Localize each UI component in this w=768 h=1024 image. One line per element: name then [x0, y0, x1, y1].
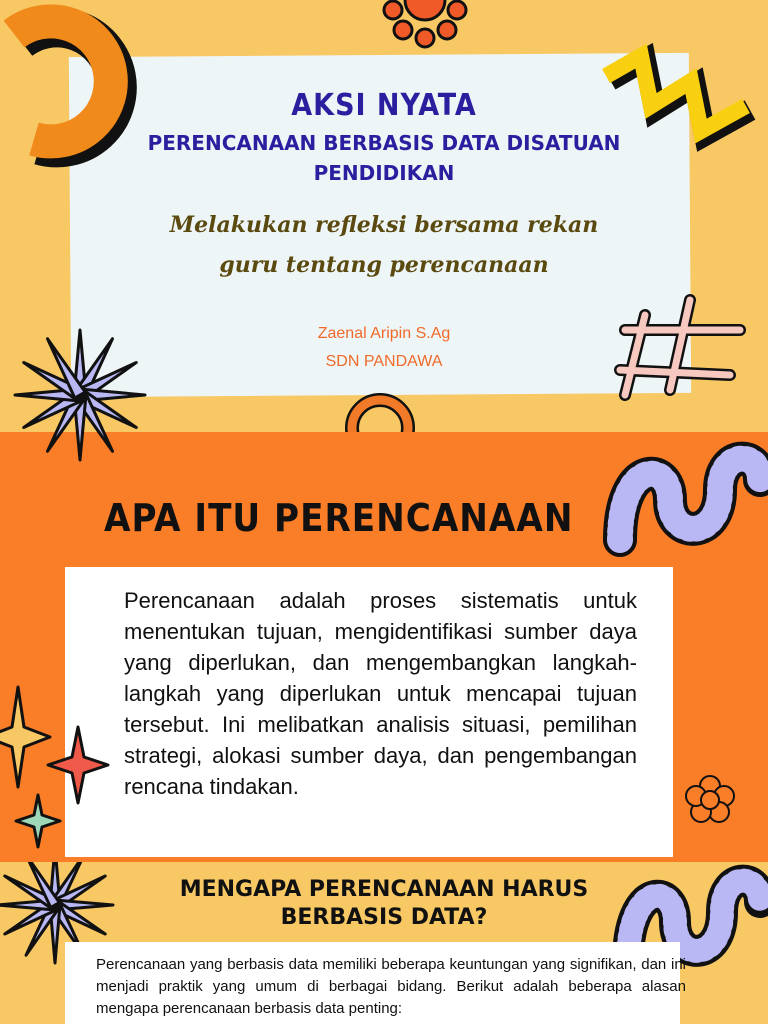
- slide-2-title: APA ITU PERENCANAAN: [104, 496, 574, 540]
- slide-3-title: [0, 876, 768, 932]
- slide-3-title-line-2: BERBASIS DATA?: [280, 905, 488, 930]
- subtitle-line-1: PERENCANAAN BERBASIS DATA DISATUAN: [147, 131, 621, 155]
- sparkle-icon: [0, 687, 120, 857]
- slide-2: [0, 432, 768, 862]
- subtitle-line-2: PENDIDIKAN: [313, 161, 455, 185]
- flower-icon: [680, 770, 740, 830]
- author-block: [0, 320, 768, 376]
- slide-3: [0, 862, 768, 1024]
- slide-3-title-line-1: MENGAPA PERENCANAAN HARUS: [179, 877, 589, 902]
- slide-1: [0, 0, 768, 432]
- orange-ring-icon: [345, 388, 415, 432]
- author-name: Zaenal Aripin S.Ag: [317, 325, 451, 342]
- starburst-icon: [10, 432, 150, 465]
- school-name: SDN PANDAWA: [325, 353, 443, 370]
- reasons-text: Perencanaan yang berbasis data memiliki beberapa keuntungan yang signifikan, dan ini menjadi praktik yang umum di berbagai bidang. Berikut adalah beberapa alasan mengapa perencanaan berbasis data penting:: [96, 956, 686, 1017]
- sun-burst-icon: [385, 0, 465, 50]
- tagline-line-2: guru tentang perencanaan: [219, 252, 549, 278]
- slide-1-title: AKSI NYATA: [291, 88, 477, 123]
- slide-1-tagline: [0, 205, 768, 285]
- definition-text: Perencanaan adalah proses sistematis untuk menentukan tujuan, mengidentifikasi sumber daya yang diperlukan, dan mengembangkan langkah-langkah yang diperlukan untuk mencapai tujuan tersebut. Ini melibatkan analisis situasi, pemilihan strategi, alokasi sumber daya, dan pengembangan rencana tindakan.: [124, 588, 637, 799]
- squiggle-icon: [600, 440, 768, 560]
- tagline-line-1: Melakukan refleksi bersama rekan: [169, 212, 599, 238]
- slide-1-subtitle: [0, 128, 768, 188]
